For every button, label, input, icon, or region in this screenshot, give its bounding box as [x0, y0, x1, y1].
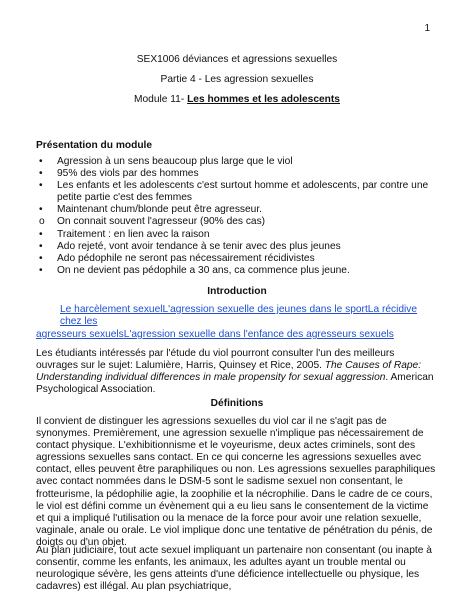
bullet-icon: •	[39, 264, 43, 276]
list-item: • Ado rejeté, vont avoir tendance à se tenir avec des plus jeunes	[39, 240, 341, 252]
links-line-1	[36, 304, 438, 328]
list-item: • Les enfants et les adolescents c'est surtout homme et adolescents, par contre une petite partie c'est des femmes	[39, 180, 429, 204]
book-title: The Causes of Rape: Understanding individual differences in male propensity for sexual aggression	[36, 360, 422, 384]
bullet-icon: •	[39, 156, 43, 167]
definitions-paragraph-2: Au plan judiciaire, tout acte sexuel impliquant un partenaire non consentant (ou inapte à consentir, comme les enfants, les animaux, les adultes ayant un trouble mental ou neurologique sévère, les gens atteints d'une déficience intellectuelle ou physique, les cadavres) est illégal. Au plan psychiatrique,	[36, 545, 432, 593]
list-item: o On connait souvent l'agresseur (90% des cas)	[39, 216, 266, 228]
course-title: SEX1006 déviances et agressions sexuelles	[136, 54, 338, 65]
list-item: • Maintenant chum/blonde peut être agresseur.	[39, 204, 263, 216]
bullet-icon: •	[39, 168, 43, 180]
module-name: Les hommes et les adolescents	[187, 94, 340, 105]
link-agression-enfance[interactable]: L'agression sexuelle dans l'enfance des agresseurs sexuels	[123, 329, 394, 340]
bullet-icon: •	[39, 228, 43, 240]
link-harcelement-sexuel[interactable]: Le harcèlement sexuel	[60, 304, 163, 315]
module-prefix: Module 11-	[134, 94, 188, 105]
page-number: 1	[424, 23, 430, 34]
bullet-icon: •	[39, 180, 43, 192]
bullet-icon: •	[39, 204, 43, 216]
link-agression-jeunes-sport[interactable]: L'agression sexuelle des jeunes dans le sport	[162, 304, 368, 315]
definitions-heading: Définitions	[210, 398, 264, 409]
links-line-2	[36, 329, 438, 341]
introduction-heading: Introduction	[207, 286, 267, 297]
list-item: • Agression à un sens beaucoup plus large que le viol	[39, 156, 293, 167]
link-recidive-part2[interactable]: agresseurs sexuels	[36, 329, 124, 340]
bullet-icon: •	[39, 240, 43, 252]
definitions-paragraph-1: Il convient de distinguer les agressions sexuelles du viol car il ne s'agit pas de synonymes. Premièrement, une agression sexuelle n'implique pas nécessairement de contact physique. L'exhibitionnisme et le voyeurisme, deux actes criminels, sont des agressions sexuelles sans contact. En ce qui concerne les agressions sexuelles avec contact, elles peuvent être paraphiliques ou non. Les agressions sexuelles paraphiliques avec contact nommées dans le DSM-5 sont le sadisme sexuel non consentant, le frotteurisme, la pédophilie agie, la zoophilie et la nécrophilie. Dans le cadre de ce cours, le viol est défini comme un évènement qui a eu lieu sans le consentement de la victime et qui a impliqué l'utilisation ou la menace de la force pour avoir une relation sexuelle, vaginale, anale ou orale. Le viol implique donc une tentative de pénétration du pénis, de doigts ou d'un objet.	[36, 416, 436, 548]
list-item: • Ado pédophile ne seront pas nécessairement récidivistes	[39, 252, 315, 264]
module-title	[0, 94, 474, 105]
link-recidive-part1[interactable]: La récidive chez les	[60, 304, 418, 328]
presentation-list	[36, 156, 438, 277]
part-title: Partie 4 - Les agression sexuelles	[160, 74, 314, 85]
list-item: • 95% des viols par des hommes	[39, 168, 199, 180]
presentation-heading: Présentation du module	[36, 140, 153, 151]
list-item: • Traitement : en lien avec la raison	[39, 228, 210, 240]
list-item: • On ne devient pas pédophile a 30 ans, ca commence plus jeune.	[39, 264, 350, 276]
bullet-icon: •	[39, 252, 43, 264]
bullet-icon: o	[39, 216, 45, 228]
introduction-paragraph: Les étudiants intéressés par l'étude du viol pourront consulter l'un des meilleurs ouvrages sur le sujet: Lalumière, Harris, Quinsey et Rice, 2005. The Causes of Rape: Understanding individual differences in male propensity for sexual aggression. American Psychological Association.	[36, 348, 434, 396]
